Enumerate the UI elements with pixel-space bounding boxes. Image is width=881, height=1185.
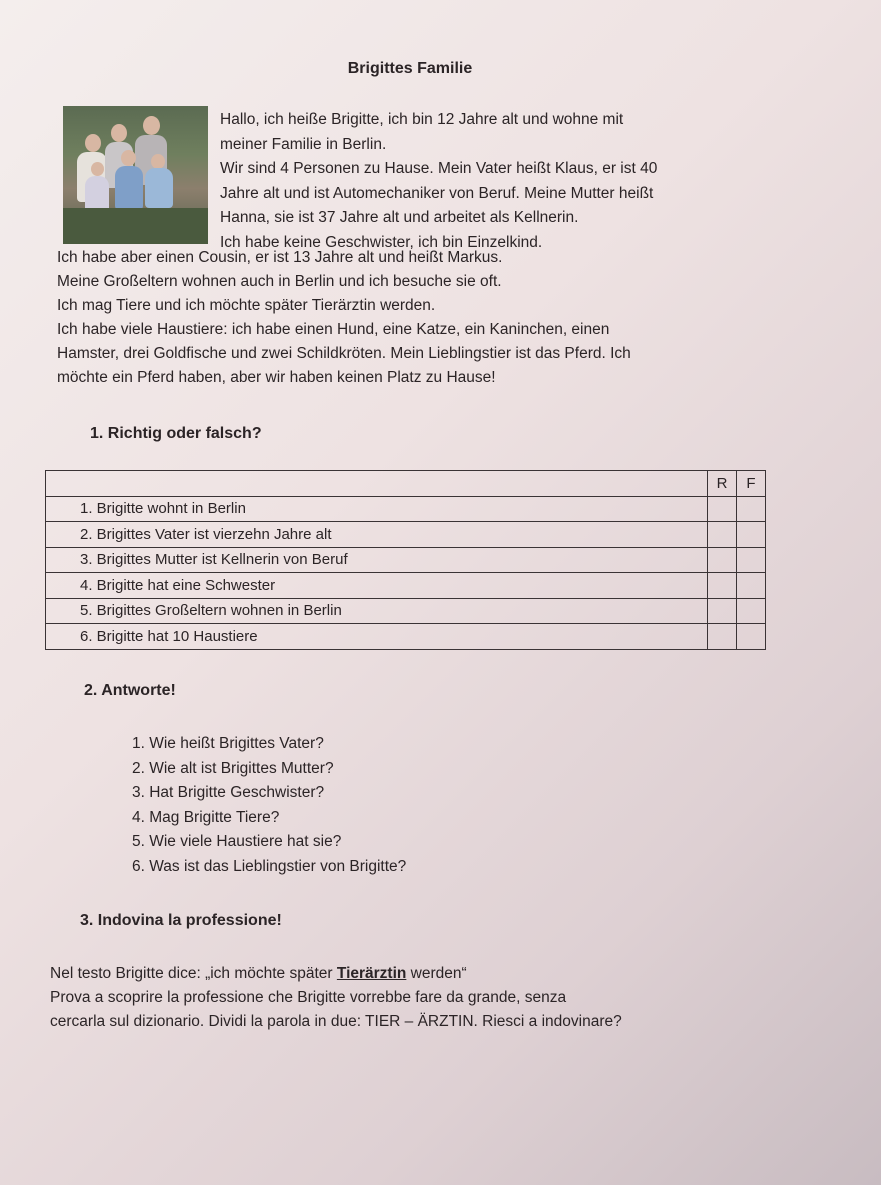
- question-item: 2. Wie alt ist Brigittes Mutter?: [132, 759, 334, 777]
- intro-line: Hallo, ich heiße Brigitte, ich bin 12 Jahre alt und wohne mit: [220, 111, 624, 128]
- intro-line: meiner Familie in Berlin.: [220, 135, 387, 153]
- section-3-heading: 3. Indovina la professione!: [80, 912, 282, 929]
- question-item: 1. Wie heißt Brigittes Vater?: [132, 735, 324, 752]
- answer-r-cell[interactable]: [708, 522, 737, 548]
- answer-r-cell[interactable]: [708, 573, 737, 599]
- body-line: Meine Großeltern wohnen auch in Berlin und ich besuche sie oft.: [57, 273, 502, 290]
- statement-cell: 2. Brigittes Vater ist vierzehn Jahre alt: [46, 522, 708, 548]
- intro-text: [220, 108, 765, 255]
- table-row: [46, 496, 766, 522]
- quote-line: [50, 962, 765, 986]
- statement-cell: 3. Brigittes Mutter ist Kellnerin von Beruf: [46, 547, 708, 573]
- instruction-line: cercarla sul dizionario. Dividi la parola in due: TIER – ÄRZTIN. Riesci a indovinare?: [50, 1013, 622, 1030]
- question-list: [132, 732, 406, 879]
- table-row: [46, 598, 766, 624]
- answer-r-cell[interactable]: [708, 547, 737, 573]
- instruction-line: Prova a scoprire la professione che Brigitte vorrebbe fare da grande, senza: [50, 989, 567, 1006]
- closing-text: [50, 962, 765, 1034]
- statement-cell: 5. Brigittes Großeltern wohnen in Berlin: [46, 598, 708, 624]
- body-text: [57, 246, 767, 390]
- answer-f-cell[interactable]: [737, 573, 766, 599]
- statement-cell: 6. Brigitte hat 10 Haustiere: [46, 624, 708, 650]
- quote-suffix: werden“: [406, 965, 467, 982]
- answer-f-cell[interactable]: [737, 522, 766, 548]
- body-line: Ich habe viele Haustiere: ich habe einen Hund, eine Katze, ein Kaninchen, einen: [57, 321, 610, 338]
- answer-f-cell[interactable]: [737, 598, 766, 624]
- body-line: Hamster, drei Goldfische und zwei Schildkröten. Mein Lieblingstier ist das Pferd. Ich: [57, 345, 631, 362]
- body-line: Ich habe aber einen Cousin, er ist 13 Jahre alt und heißt Markus.: [57, 249, 503, 266]
- table-header-row: [46, 471, 766, 497]
- table-row: [46, 547, 766, 573]
- table-row: [46, 522, 766, 548]
- quote-prefix: Nel testo Brigitte dice: „ich möchte später: [50, 965, 337, 982]
- true-false-table: [45, 470, 766, 650]
- section-1-heading: 1. Richtig oder falsch?: [90, 425, 262, 442]
- question-item: 3. Hat Brigitte Geschwister?: [132, 784, 325, 801]
- answer-r-cell[interactable]: [708, 624, 737, 650]
- statement-cell: 1. Brigitte wohnt in Berlin: [46, 496, 708, 522]
- intro-line: Hanna, sie ist 37 Jahre alt und arbeitet als Kellnerin.: [220, 209, 579, 226]
- answer-r-cell[interactable]: [708, 496, 737, 522]
- header-blank-cell: [46, 471, 708, 497]
- answer-f-cell[interactable]: [737, 547, 766, 573]
- answer-f-cell[interactable]: [737, 624, 766, 650]
- header-r: R: [708, 471, 737, 497]
- statement-cell: 4. Brigitte hat eine Schwester: [46, 573, 708, 599]
- header-f: F: [737, 471, 766, 497]
- question-item: 4. Mag Brigitte Tiere?: [132, 808, 280, 826]
- highlighted-word: Tierärztin: [336, 965, 407, 982]
- answer-f-cell[interactable]: [737, 496, 766, 522]
- table-row: [46, 573, 766, 599]
- intro-line: Wir sind 4 Personen zu Hause. Mein Vater heißt Klaus, er ist 40: [220, 160, 658, 177]
- question-item: 6. Was ist das Lieblingstier von Brigitte?: [132, 857, 407, 875]
- body-line: möchte ein Pferd haben, aber wir haben keinen Platz zu Hause!: [57, 369, 496, 386]
- table-row: [46, 624, 766, 650]
- intro-line: Jahre alt und ist Automechaniker von Beruf. Meine Mutter heißt: [220, 184, 654, 202]
- page-title: Brigittes Familie: [347, 60, 473, 77]
- family-photo: [63, 106, 208, 244]
- question-item: 5. Wie viele Haustiere hat sie?: [132, 833, 342, 850]
- intro-line: Ich habe keine Geschwister, ich bin Einzelkind.: [220, 233, 543, 251]
- answer-r-cell[interactable]: [708, 598, 737, 624]
- body-line: Ich mag Tiere und ich möchte später Tierärztin werden.: [57, 297, 436, 314]
- section-2-heading: 2. Antworte!: [84, 682, 176, 699]
